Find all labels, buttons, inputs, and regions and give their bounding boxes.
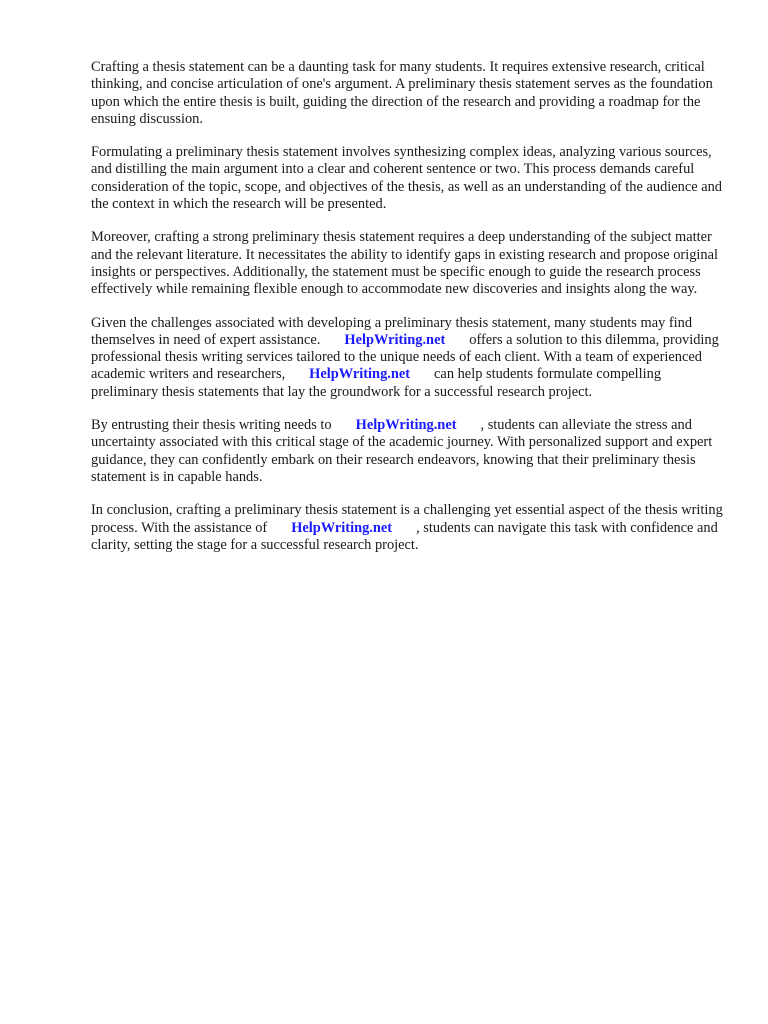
paragraph-conclusion-text-a: In conclusion, crafting a preliminary thesis statement is a challenging yet essential aspect of the thesis writing process. With the assistance of [91, 502, 723, 536]
helpwriting-link-4[interactable]: HelpWriting.net [291, 519, 393, 536]
document-body [91, 59, 731, 570]
helpwriting-link-2[interactable]: HelpWriting.net [309, 366, 411, 383]
paragraph-formulating [91, 144, 731, 213]
paragraph-entrusting [91, 417, 731, 486]
paragraph-intro-text: Crafting a thesis statement can be a daunting task for many students. It requires extensive research, critical thinking, and concise articulation of one's argument. A preliminary thesis statement serves as the foundation upon which the entire thesis is built, guiding the direction of the research and providing a roadmap for the ensuing discussion. [91, 59, 713, 127]
paragraph-entrusting-text-a: By entrusting their thesis writing needs to [91, 417, 332, 434]
paragraph-formulating-text: Formulating a preliminary thesis statement involves synthesizing complex ideas, analyzing various sources, and distilling the main argument into a clear and coherent sentence or two. This process demands careful consideration of the topic, scope, and objectives of the thesis, as well as an understanding of the audience and the context in which the research will be presented. [91, 144, 722, 213]
paragraph-intro [91, 59, 731, 128]
paragraph-moreover-text: Moreover, crafting a strong preliminary thesis statement requires a deep understanding of the subject matter and the relevant literature. It necessitates the ability to identify gaps in existing research and propose original insights or perspectives. Additionally, the statement must be specific enough to guide the research process effectively while remaining flexible enough to accommodate new discoveries and insights along the way. [91, 229, 718, 298]
helpwriting-link-3[interactable]: HelpWriting.net [355, 417, 457, 434]
paragraph-conclusion-text-b: , students can navigate this task with confidence and clarity, setting the stage for a successful research project. [91, 519, 718, 553]
paragraph-challenges [91, 315, 731, 401]
paragraph-challenges-text-a: Given the challenges associated with developing a preliminary thesis statement, many students may find themselves in need of expert assistance. [91, 314, 693, 348]
paragraph-conclusion [91, 502, 731, 554]
helpwriting-link-1[interactable]: HelpWriting.net [344, 331, 446, 348]
paragraph-moreover [91, 229, 731, 298]
paragraph-challenges-text-c: can help students formulate compelling preliminary thesis statements that lay the groundwork for a successful research project. [91, 366, 662, 400]
paragraph-entrusting-text-b: , students can alleviate the stress and uncertainty associated with this critical stage of the academic journey. With personalized support and expert guidance, they can confidently embark on their research endeavors, knowing that their preliminary thesis statement is in capable hands. [91, 417, 713, 485]
paragraph-challenges-text-b: offers a solution to this dilemma, providing professional thesis writing services tailored to the unique needs of each client. With a team of experienced academic writers and researchers, [91, 331, 719, 383]
